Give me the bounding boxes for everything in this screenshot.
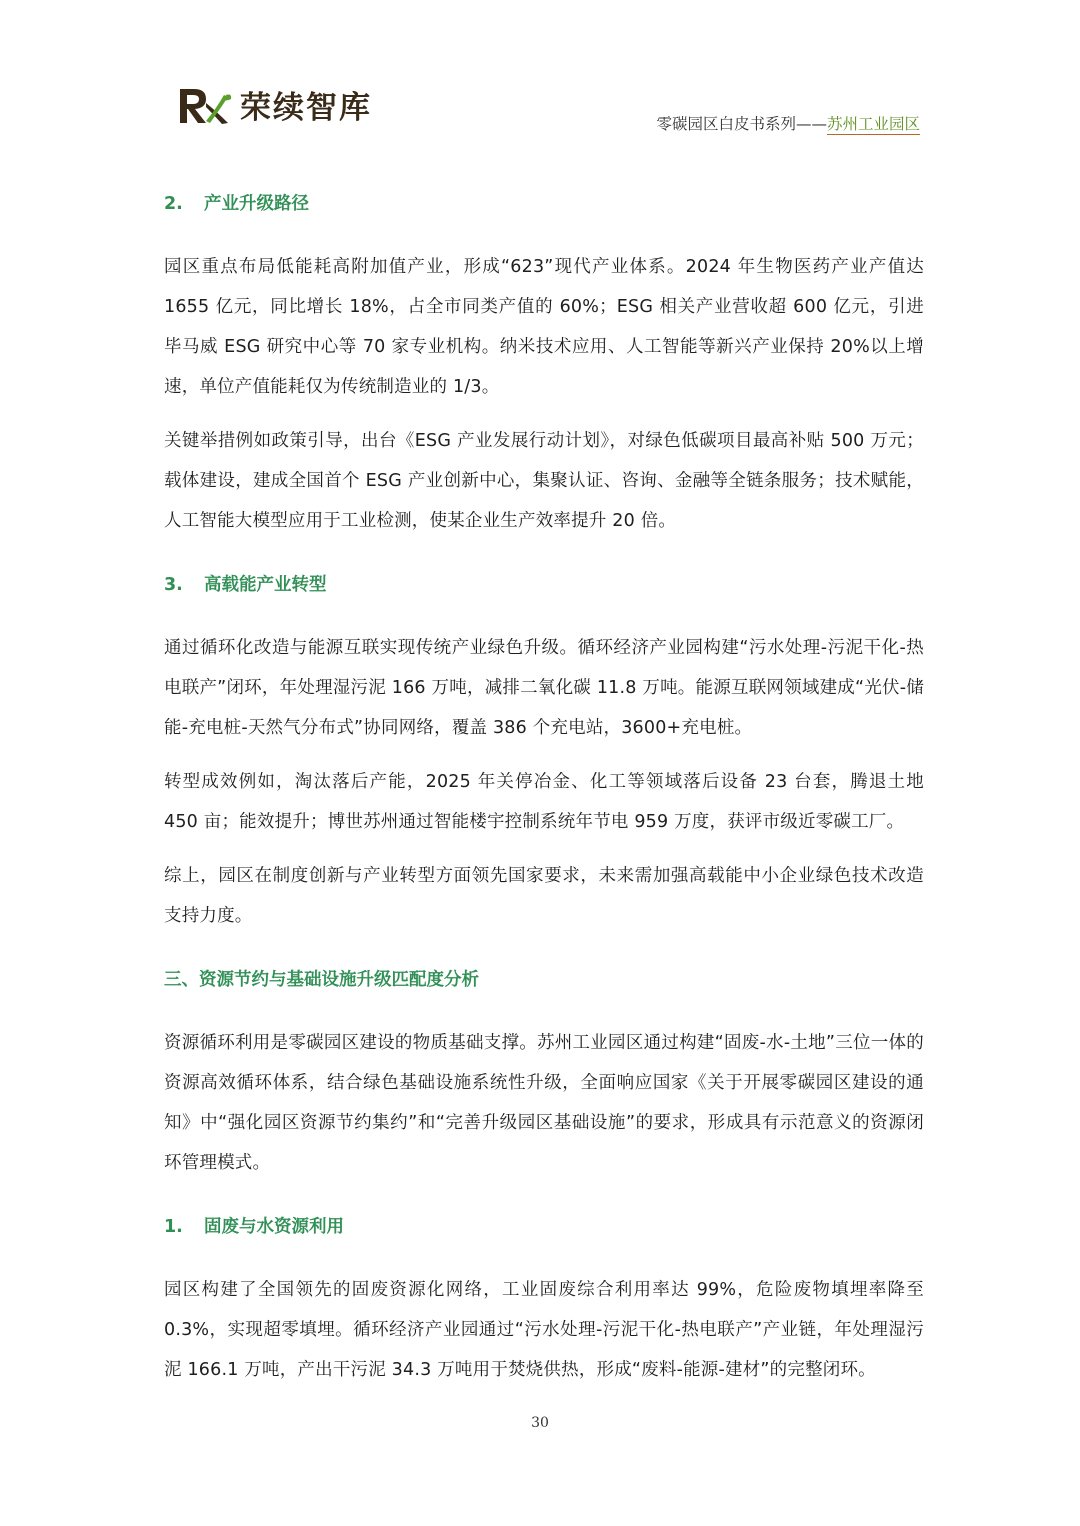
paragraph: 园区构建了全国领先的固废资源化网络，工业固废综合利用率达 99%，危险废物填埋率降至 0.3%，实现超零填埋。循环经济产业园通过“污水处理-污泥干化-热电联产”产业链，年处理湿污泥 166.1 万吨，产出干污泥 34.3 万吨用于焚烧供热，形成“废料-能源-建材”的完整闭环。 (164, 1280, 924, 1380)
section-title: 固废与水资源利用 (204, 1217, 344, 1237)
section-heading-1 (164, 1213, 924, 1238)
brand-logo (176, 82, 372, 127)
chapter-heading: 三、资源节约与基础设施升级匹配度分析 (164, 970, 479, 990)
series-prefix: 零碳园区白皮书系列—— (656, 115, 827, 133)
brand-name: 荣续智库 (240, 90, 372, 126)
section-number: 2. (164, 194, 183, 214)
paragraph: 关键举措例如政策引导，出台《ESG 产业发展行动计划》，对绿色低碳项目最高补贴 500 万元；载体建设，建成全国首个 ESG 产业创新中心，集聚认证、咨询、金融等全链条服务；技术赋能，人工智能大模型应用于工业检测，使某企业生产效率提升 20 倍。 (164, 431, 924, 531)
paragraph: 通过循环化改造与能源互联实现传统产业绿色升级。循环经济产业园构建“污水处理-污泥干化-热电联产”闭环，年处理湿污泥 166 万吨，减排二氧化碳 11.8 万吨。能源互联网领域建成“光伏-储能-充电桩-天然气分布式”协同网络，覆盖 386 个充电站，3600+充电桩。 (164, 638, 924, 738)
page-number: 30 (531, 1415, 549, 1431)
section-number: 1. (164, 1217, 183, 1237)
paragraph: 园区重点布局低能耗高附加值产业，形成“623”现代产业体系。2024 年生物医药产业产值达 1655 亿元，同比增长 18%，占全市同类产值的 60%；ESG 相关产业营收超 600 亿元，引进毕马威 ESG 研究中心等 70 家专业机构。纳米技术应用、人工智能等新兴产业保持 20%以上增速，单位产值能耗仅为传统制造业的 1/3。 (164, 257, 924, 397)
page-header (0, 0, 1080, 150)
paragraph: 综上，园区在制度创新与产业转型方面领先国家要求，未来需加强高载能中小企业绿色技术改造支持力度。 (164, 866, 924, 926)
page-body (164, 180, 924, 1390)
rx-logo-icon (176, 83, 232, 127)
section-title: 产业升级路径 (204, 194, 309, 214)
paragraph: 资源循环利用是零碳园区建设的物质基础支撑。苏州工业园区通过构建“固废-水-土地”三位一体的资源高效循环体系，结合绿色基础设施系统性升级，全面响应国家《关于开展零碳园区建设的通知》中“强化园区资源节约集约”和“完善升级园区基础设施”的要求，形成具有示范意义的资源闭环管理模式。 (164, 1033, 924, 1173)
paragraph: 转型成效例如，淘汰落后产能，2025 年关停冶金、化工等领域落后设备 23 台套，腾退土地 450 亩；能效提升；博世苏州通过智能楼宇控制系统年节电 959 万度，获评市级近零碳工厂。 (164, 772, 924, 832)
series-title (656, 112, 920, 134)
section-heading-3 (164, 571, 924, 596)
section-title: 高载能产业转型 (204, 575, 327, 595)
series-highlight: 苏州工业园区 (826, 115, 920, 133)
section-number: 3. (164, 575, 183, 595)
section-heading-2 (164, 190, 924, 215)
